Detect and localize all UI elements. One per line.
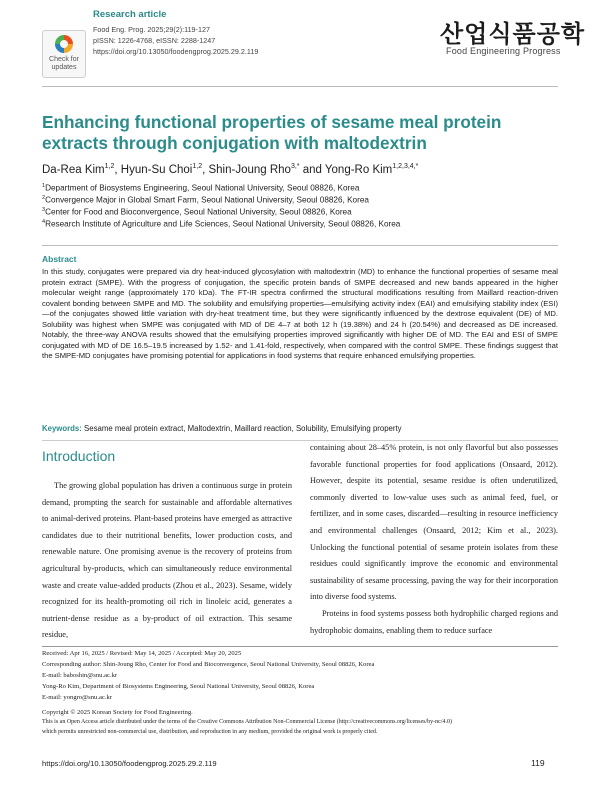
section-divider (42, 245, 558, 246)
author-affil-sup: 1,2 (104, 163, 115, 170)
email-link[interactable]: E-mail: yongro@snu.ac.kr (42, 694, 112, 701)
crossmark-icon (55, 35, 73, 53)
license-text: This is an Open Access article distributed under the terms of the Creative Commons Attribution Non-Commercial License (http://creativecommons.org/licenses/by-nc/4.0) (42, 719, 452, 725)
author-affil-sup: 1,2,3,4,* (392, 163, 419, 170)
copyright: Copyright © 2025 Korean Society for Food Engineering. (42, 709, 193, 716)
author-list: Da-Rea Kim$^{1,2}$, Hyun-Su Choi$^{1,2}$, Shin-Joung Rho$^{3,*}$ and Yong-Ro Kim$^{1,2,3,4,*}$ (42, 163, 419, 176)
author-name: Shin-Joung Rho (208, 163, 291, 176)
keywords-label: Keywords: (42, 424, 82, 433)
received-dates: Received: Apr 16, 2025 / Revised: May 14, 2025 / Accepted: May 20, 2025 (42, 650, 242, 657)
abstract-heading: Abstract (42, 254, 77, 264)
corresponding-author: Yong-Ro Kim, Department of Biosystems Engineering, Seoul National University, Seoul 08826, Korea (42, 683, 315, 690)
intro-paragraph: The growing global population has driven a continuous surge in protein demand, prompting the search for sustainable and affordable alternatives to animal-derived proteins. Plant-based proteins have emerged as attractive candidates due to their nutritional benefits, lower production costs, and renewable nature. One promising avenue is the recovery of proteins from agricultural by-products, which can simultaneously reduce environmental waste and create value-added products (Zhou et al., 2023). Sesame, widely recognized for its health-promoting oil rich in linoleic acid, generates a nutrient-dense residue as a by-product of oil extraction. This sesame residue, (42, 481, 292, 640)
author-affil-sup: 3,* (290, 163, 300, 170)
section-heading-introduction: Introduction (42, 448, 116, 464)
footnote-divider (42, 646, 558, 647)
author-conjunction: and (302, 163, 322, 176)
author-name: Hyun-Su Choi (120, 163, 193, 176)
corresponding-author: Corresponding author: Shin-Joung Rho, Center for Food and Bioconvergence, Seoul National University, Seoul 08826, Korea (42, 661, 375, 668)
journal-citation: Food Eng. Prog. 2025;29(2):119-127 (93, 25, 210, 34)
badge-label: Check for updates (49, 56, 79, 71)
article-type: Research article (93, 9, 167, 20)
affiliation: $^3$Center for Food and Bioconvergence, Seoul National University, Seoul 08826, Korea (42, 207, 352, 217)
abstract-text: In this study, conjugates were prepared via dry heat-induced glycosylation with maltodextrin (MD) to enhance the functional properties of sesame meal protein extract (SMPE). With the progress of conjugation, the specific protein bands of SMPE decreased and new bands appeared in the higher molecular weight range (approximately 170 kDa). The FT-IR spectra confirmed the structural modifications resulting from Maillard reaction-driven covalent bonding between SMPE and MD. The solubility and emulsifying properties—emulsifying activity index (EAI) and emulsifying stability index (ESI)—of the conjugates showed little variation with dry-heat treatment time, but they were significantly influenced by the dextrose equivalent (DE) of MD. Solubility was highest when SMPE was conjugated with MD of DE 4–7 at both 12 h (19.38%) and 24 h (20.54%) and decreased as DE increased. Notably, the three-way ANOVA results showed that the emulsifying properties improved significantly with higher DE of MD. The EAI and ESI of SMPE conjugated with MD of DE 16.5–19.5 increased by 1.52- and 1.41-fold, respectively, when compared with the control SMPE. These findings suggest that the SMPE-MD conjugates have promising potential for applications in food systems that require enhanced emulsifying properties. (42, 267, 558, 360)
footer-doi-link[interactable]: https://doi.org/10.13050/foodengprog.2025.29.2.119 (42, 759, 217, 768)
affiliation: $^2$Convergence Major in Global Smart Farm, Seoul National University, Seoul 08826, Korea (42, 195, 369, 205)
intro-paragraph: containing about 28–45% protein, is not only flavorful but also possesses favorable functional properties for food applications (Onsaard, 2012). However, despite its potential, sesame residue is often underutilized, commonly diverted to low-value uses such as animal feed, fuel, or fertilizer, and in some cases, discarded—resulting in resource inefficiency and environmental challenges (Onsaard, 2012; Kim et al., 2023). Unlocking the functional potential of sesame protein isolates from these residues could significantly improve the economic and environmental sustainability of sesame processing, paving the way for their incorporation into diverse food systems. (310, 443, 558, 602)
author-name: Da-Rea Kim (42, 163, 105, 176)
doi-link[interactable]: https://doi.org/10.13050/foodengprog.2025.29.2.119 (93, 47, 259, 56)
keywords-text: Sesame meal protein extract, Maltodextrin, Maillard reaction, Solubility, Emulsifying property (84, 424, 402, 433)
page-number: 119 (531, 758, 545, 768)
journal-logo-english: Food Engineering Progress (446, 46, 561, 56)
intro-paragraph: Proteins in food systems possess both hydrophilic charged regions and hydrophobic domains, enabling them to reduce surface (310, 608, 558, 635)
journal-logo-korean: 산업식품공학 (440, 20, 586, 48)
intro-left-column (42, 478, 292, 644)
issn-line: pISSN: 1226-4768, eISSN: 2288-1247 (93, 36, 216, 45)
email-link[interactable]: E-mail: baboshin@snu.ac.kr (42, 672, 118, 679)
affiliation: $^4$Research Institute of Agriculture and Life Sciences, Seoul National University, Seoul 08826, Korea (42, 219, 401, 229)
license-text: which permits unrestricted non-commercial use, distribution, and reproduction in any medium, provided the original work is properly cited. (42, 729, 378, 735)
article-title: Enhancing functional properties of sesame meal protein extracts through conjugation with maltodextrin (42, 112, 502, 153)
author-affil-sup: 1,2 (192, 163, 203, 170)
check-for-updates-badge[interactable] (42, 30, 86, 78)
intro-right-column (310, 440, 558, 639)
header-divider (42, 86, 558, 87)
affiliation: $^1$Department of Biosystems Engineering, Seoul National University, Seoul 08826, Korea (42, 183, 360, 193)
keywords (42, 424, 402, 433)
author-name: Yong-Ro Kim (324, 163, 393, 176)
